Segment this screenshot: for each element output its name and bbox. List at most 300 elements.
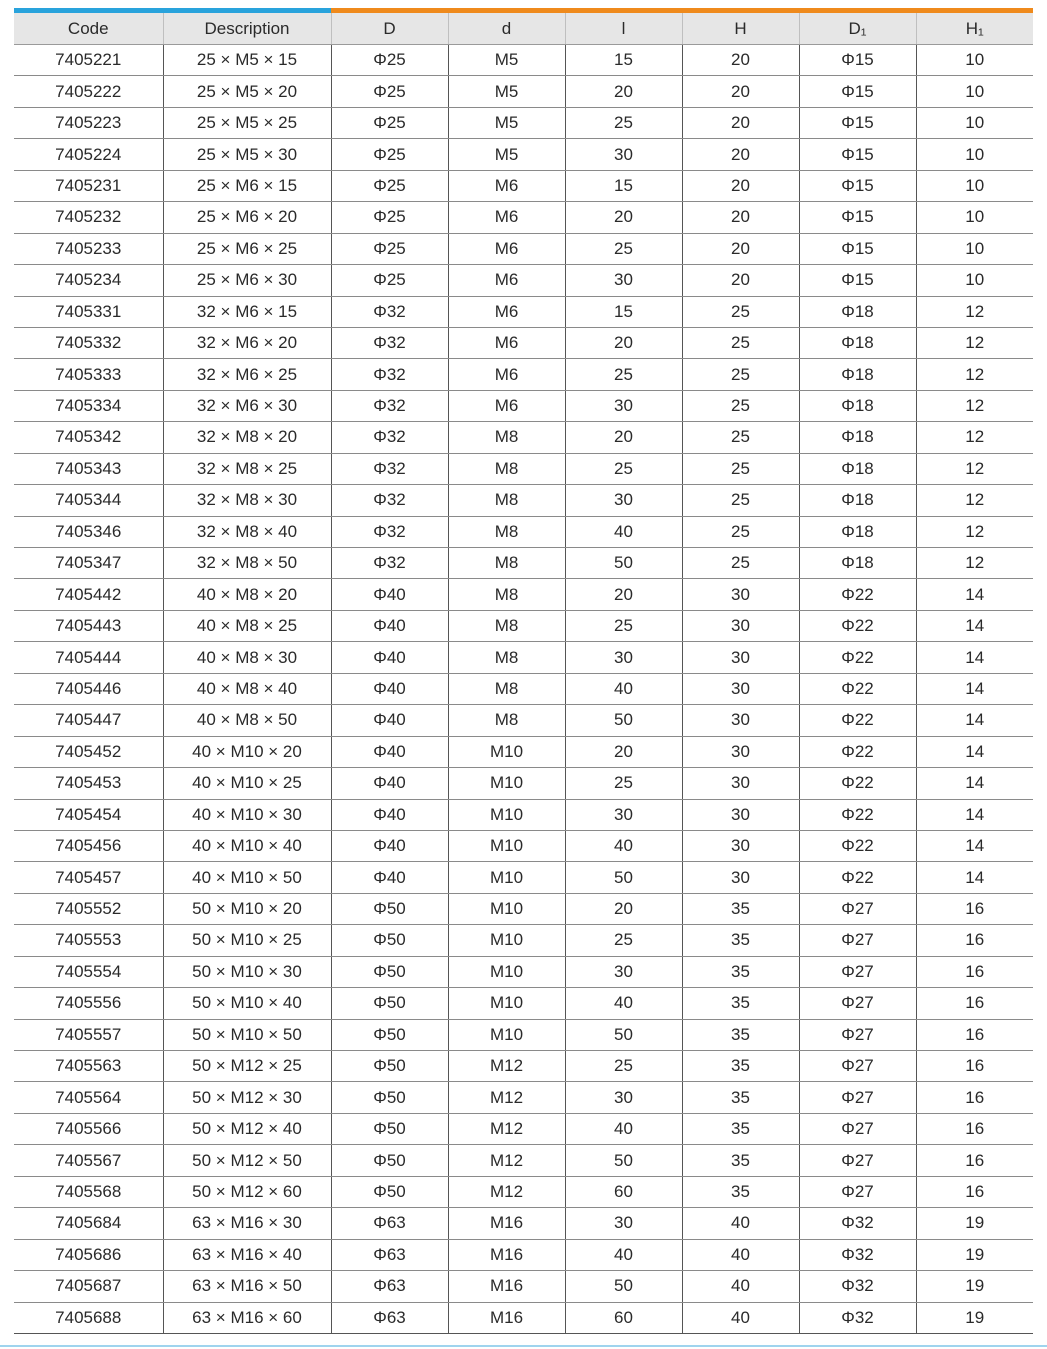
table-cell: 40 × M10 × 20	[163, 736, 331, 767]
table-cell: 20	[682, 265, 799, 296]
table-cell: 7405563	[14, 1051, 163, 1082]
column-header: Code	[14, 13, 163, 45]
table-cell: Φ25	[331, 76, 448, 107]
table-cell: M10	[448, 956, 565, 987]
table-cell: 16	[916, 956, 1033, 987]
table-cell: Φ15	[799, 202, 916, 233]
table-cell: Φ15	[799, 107, 916, 138]
table-cell: 50 × M10 × 20	[163, 893, 331, 924]
table-cell: 15	[565, 170, 682, 201]
table-cell: Φ15	[799, 45, 916, 76]
table-cell: 7405331	[14, 296, 163, 327]
table-cell: 14	[916, 610, 1033, 641]
table-cell: Φ32	[799, 1271, 916, 1302]
table-cell: 7405456	[14, 830, 163, 861]
table-row	[14, 830, 1033, 861]
table-cell: 20	[565, 736, 682, 767]
table-cell: 25	[565, 359, 682, 390]
table-row	[14, 359, 1033, 390]
table-cell: 35	[682, 1113, 799, 1144]
table-cell: 50	[565, 1145, 682, 1176]
table-cell: 32 × M8 × 30	[163, 485, 331, 516]
column-header: D	[331, 13, 448, 45]
table-cell: 7405343	[14, 453, 163, 484]
table-cell: 32 × M6 × 25	[163, 359, 331, 390]
table-cell: 30	[565, 390, 682, 421]
table-cell: 25	[565, 610, 682, 641]
table-cell: 35	[682, 1082, 799, 1113]
table-cell: 20	[565, 76, 682, 107]
table-cell: 7405453	[14, 768, 163, 799]
table-cell: 7405553	[14, 925, 163, 956]
table-cell: 35	[682, 1019, 799, 1050]
table-cell: 25 × M5 × 25	[163, 107, 331, 138]
table-cell: 50	[565, 1019, 682, 1050]
table-cell: 40 × M8 × 40	[163, 673, 331, 704]
table-cell: 50 × M12 × 30	[163, 1082, 331, 1113]
table-cell: 20	[682, 202, 799, 233]
table-cell: 20	[682, 45, 799, 76]
table-row	[14, 422, 1033, 453]
table-cell: Φ50	[331, 1019, 448, 1050]
table-cell: 50	[565, 548, 682, 579]
table-cell: 50 × M10 × 30	[163, 956, 331, 987]
table-cell: Φ27	[799, 1176, 916, 1207]
table-cell: M5	[448, 107, 565, 138]
table-cell: 16	[916, 988, 1033, 1019]
table-cell: Φ25	[331, 107, 448, 138]
table-cell: 7405688	[14, 1302, 163, 1333]
table-cell: 25	[682, 422, 799, 453]
table-cell: Φ40	[331, 862, 448, 893]
table-row	[14, 233, 1033, 264]
table-cell: M16	[448, 1271, 565, 1302]
table-cell: 7405568	[14, 1176, 163, 1207]
column-header: d	[448, 13, 565, 45]
table-row	[14, 1302, 1033, 1333]
table-cell: Φ15	[799, 265, 916, 296]
table-cell: M8	[448, 453, 565, 484]
table-cell: Φ25	[331, 233, 448, 264]
table-row	[14, 736, 1033, 767]
table-cell: Φ22	[799, 830, 916, 861]
table-cell: 14	[916, 705, 1033, 736]
table-cell: 25	[682, 296, 799, 327]
table-row	[14, 296, 1033, 327]
table-cell: Φ32	[331, 390, 448, 421]
table-cell: 7405557	[14, 1019, 163, 1050]
table-cell: Φ18	[799, 296, 916, 327]
table-cell: 14	[916, 830, 1033, 861]
table-row	[14, 1208, 1033, 1239]
table-cell: 40	[565, 673, 682, 704]
table-cell: Φ32	[799, 1239, 916, 1270]
table-cell: Φ22	[799, 579, 916, 610]
table-row	[14, 516, 1033, 547]
table-cell: Φ32	[799, 1208, 916, 1239]
table-row	[14, 1271, 1033, 1302]
table-cell: 32 × M6 × 20	[163, 327, 331, 358]
table-cell: 35	[682, 893, 799, 924]
table-row	[14, 202, 1033, 233]
table-row	[14, 76, 1033, 107]
table-cell: Φ18	[799, 485, 916, 516]
table-cell: 25 × M6 × 25	[163, 233, 331, 264]
table-cell: 16	[916, 1051, 1033, 1082]
table-cell: 7405347	[14, 548, 163, 579]
table-row	[14, 673, 1033, 704]
table-cell: 30	[682, 736, 799, 767]
table-cell: Φ27	[799, 1019, 916, 1050]
table-cell: 35	[682, 925, 799, 956]
table-row	[14, 862, 1033, 893]
table-cell: 25	[565, 768, 682, 799]
table-cell: 30	[565, 1082, 682, 1113]
table-cell: Φ25	[331, 45, 448, 76]
table-cell: 7405564	[14, 1082, 163, 1113]
table-cell: 7405686	[14, 1239, 163, 1270]
table-row	[14, 485, 1033, 516]
table-cell: M12	[448, 1145, 565, 1176]
table-cell: Φ32	[331, 327, 448, 358]
table-cell: 35	[682, 1176, 799, 1207]
table-cell: 7405222	[14, 76, 163, 107]
table-cell: 7405687	[14, 1271, 163, 1302]
table-cell: Φ22	[799, 862, 916, 893]
table-cell: 40	[565, 988, 682, 1019]
column-header: D₁	[799, 13, 916, 45]
table-cell: 25	[682, 548, 799, 579]
table-cell: 30	[565, 265, 682, 296]
column-header: l	[565, 13, 682, 45]
table-cell: 30	[682, 642, 799, 673]
table-cell: 12	[916, 548, 1033, 579]
table-cell: 14	[916, 579, 1033, 610]
table-cell: Φ63	[331, 1208, 448, 1239]
table-cell: 50 × M10 × 40	[163, 988, 331, 1019]
table-cell: Φ50	[331, 956, 448, 987]
table-row	[14, 610, 1033, 641]
table-cell: 10	[916, 265, 1033, 296]
table-cell: 16	[916, 893, 1033, 924]
table-cell: M10	[448, 988, 565, 1019]
table-cell: 7405444	[14, 642, 163, 673]
table-cell: 25	[682, 485, 799, 516]
table-cell: Φ27	[799, 1145, 916, 1176]
table-cell: 10	[916, 76, 1033, 107]
table-cell: Φ22	[799, 799, 916, 830]
table-cell: Φ15	[799, 233, 916, 264]
table-cell: Φ40	[331, 642, 448, 673]
table-row	[14, 548, 1033, 579]
table-cell: Φ15	[799, 139, 916, 170]
table-cell: 50	[565, 1271, 682, 1302]
table-cell: M12	[448, 1082, 565, 1113]
table-cell: 7405344	[14, 485, 163, 516]
table-cell: 25	[565, 107, 682, 138]
table-cell: M6	[448, 233, 565, 264]
table-cell: 50 × M12 × 25	[163, 1051, 331, 1082]
table-cell: 20	[565, 327, 682, 358]
table-cell: 7405442	[14, 579, 163, 610]
table-cell: 20	[682, 233, 799, 264]
table-cell: 30	[682, 705, 799, 736]
table-cell: 40	[682, 1302, 799, 1333]
table-cell: 40 × M8 × 30	[163, 642, 331, 673]
table-row	[14, 1239, 1033, 1270]
table-cell: 12	[916, 422, 1033, 453]
table-row	[14, 390, 1033, 421]
table-cell: Φ18	[799, 327, 916, 358]
table-cell: M12	[448, 1176, 565, 1207]
table-cell: 14	[916, 736, 1033, 767]
table-cell: 60	[565, 1302, 682, 1333]
table-cell: 10	[916, 170, 1033, 201]
table-cell: 19	[916, 1239, 1033, 1270]
table-row	[14, 265, 1033, 296]
table-cell: M8	[448, 642, 565, 673]
table-cell: M6	[448, 359, 565, 390]
table-row	[14, 988, 1033, 1019]
table-cell: Φ32	[331, 516, 448, 547]
table-cell: Φ27	[799, 1051, 916, 1082]
table-row	[14, 170, 1033, 201]
table-cell: Φ32	[331, 485, 448, 516]
table-cell: M8	[448, 610, 565, 641]
table-cell: Φ32	[331, 453, 448, 484]
table-cell: 35	[682, 956, 799, 987]
table-cell: 14	[916, 768, 1033, 799]
table-cell: Φ15	[799, 170, 916, 201]
table-cell: M10	[448, 893, 565, 924]
table-cell: 32 × M8 × 40	[163, 516, 331, 547]
table-cell: M8	[448, 579, 565, 610]
table-cell: 7405447	[14, 705, 163, 736]
table-cell: 30	[682, 799, 799, 830]
table-cell: 10	[916, 107, 1033, 138]
table-row	[14, 799, 1033, 830]
table-cell: 40 × M10 × 25	[163, 768, 331, 799]
table-cell: 7405552	[14, 893, 163, 924]
table-cell: 7405224	[14, 139, 163, 170]
table-cell: 50 × M10 × 50	[163, 1019, 331, 1050]
table-cell: 14	[916, 642, 1033, 673]
table-body	[14, 45, 1033, 1334]
table-cell: Φ50	[331, 893, 448, 924]
table-cell: 35	[682, 988, 799, 1019]
table-cell: 12	[916, 390, 1033, 421]
table-cell: 25 × M6 × 15	[163, 170, 331, 201]
table-cell: 25	[682, 516, 799, 547]
spec-table	[14, 13, 1033, 1334]
table-row	[14, 642, 1033, 673]
table-cell: 40	[565, 830, 682, 861]
table-cell: 25	[682, 453, 799, 484]
table-cell: 63 × M16 × 50	[163, 1271, 331, 1302]
table-cell: Φ50	[331, 1113, 448, 1144]
table-cell: 30	[682, 768, 799, 799]
table-cell: 15	[565, 45, 682, 76]
column-header: H₁	[916, 13, 1033, 45]
table-cell: Φ40	[331, 736, 448, 767]
table-cell: Φ50	[331, 1082, 448, 1113]
table-cell: M16	[448, 1302, 565, 1333]
table-cell: 16	[916, 1176, 1033, 1207]
table-cell: Φ18	[799, 548, 916, 579]
table-cell: 30	[565, 485, 682, 516]
table-cell: 10	[916, 45, 1033, 76]
table-cell: 40	[682, 1271, 799, 1302]
table-cell: 7405446	[14, 673, 163, 704]
table-row	[14, 453, 1033, 484]
table-row	[14, 1051, 1033, 1082]
table-row	[14, 893, 1033, 924]
table-cell: Φ22	[799, 705, 916, 736]
table-cell: M5	[448, 45, 565, 76]
table-cell: 40 × M8 × 50	[163, 705, 331, 736]
table-cell: 25 × M6 × 30	[163, 265, 331, 296]
table-cell: 20	[682, 76, 799, 107]
table-cell: 12	[916, 327, 1033, 358]
table-cell: Φ63	[331, 1271, 448, 1302]
table-cell: 12	[916, 485, 1033, 516]
table-cell: 25 × M5 × 30	[163, 139, 331, 170]
table-cell: Φ22	[799, 642, 916, 673]
table-cell: M6	[448, 170, 565, 201]
table-cell: Φ40	[331, 673, 448, 704]
table-cell: 30	[682, 579, 799, 610]
table-cell: Φ27	[799, 1113, 916, 1144]
table-cell: Φ18	[799, 422, 916, 453]
table-cell: 50 × M10 × 25	[163, 925, 331, 956]
table-cell: Φ40	[331, 799, 448, 830]
table-cell: 32 × M6 × 30	[163, 390, 331, 421]
table-cell: M12	[448, 1113, 565, 1144]
table-cell: Φ18	[799, 516, 916, 547]
table-cell: 7405334	[14, 390, 163, 421]
table-cell: Φ25	[331, 202, 448, 233]
table-cell: Φ40	[331, 610, 448, 641]
table-cell: 63 × M16 × 40	[163, 1239, 331, 1270]
table-cell: 14	[916, 673, 1033, 704]
table-cell: 25	[565, 233, 682, 264]
table-cell: 40 × M10 × 40	[163, 830, 331, 861]
table-cell: 7405333	[14, 359, 163, 390]
table-cell: M6	[448, 265, 565, 296]
table-cell: 30	[682, 830, 799, 861]
table-cell: 63 × M16 × 60	[163, 1302, 331, 1333]
table-cell: M8	[448, 485, 565, 516]
table-cell: 25 × M5 × 20	[163, 76, 331, 107]
table-cell: 50	[565, 862, 682, 893]
table-cell: Φ50	[331, 1145, 448, 1176]
table-row	[14, 768, 1033, 799]
table-cell: 7405234	[14, 265, 163, 296]
table-cell: Φ63	[331, 1302, 448, 1333]
table-row	[14, 327, 1033, 358]
table-cell: 40 × M10 × 30	[163, 799, 331, 830]
table-cell: 20	[682, 107, 799, 138]
table-cell: 7405223	[14, 107, 163, 138]
table-cell: 50 × M12 × 50	[163, 1145, 331, 1176]
table-cell: Φ40	[331, 579, 448, 610]
table-cell: 30	[565, 642, 682, 673]
table-cell: M16	[448, 1239, 565, 1270]
table-row	[14, 139, 1033, 170]
table-cell: 12	[916, 516, 1033, 547]
table-cell: 25	[565, 1051, 682, 1082]
table-cell: Φ40	[331, 705, 448, 736]
bottom-rule	[0, 1345, 1047, 1347]
table-cell: 25 × M5 × 15	[163, 45, 331, 76]
table-cell: M6	[448, 327, 565, 358]
table-cell: Φ50	[331, 925, 448, 956]
table-cell: 30	[682, 673, 799, 704]
table-row	[14, 1113, 1033, 1144]
table-cell: 7405231	[14, 170, 163, 201]
table-row	[14, 956, 1033, 987]
table-cell: Φ22	[799, 736, 916, 767]
table-cell: Φ32	[331, 296, 448, 327]
table-cell: 16	[916, 1082, 1033, 1113]
column-header: H	[682, 13, 799, 45]
table-cell: 7405342	[14, 422, 163, 453]
table-cell: Φ50	[331, 1176, 448, 1207]
table-cell: 40 × M10 × 50	[163, 862, 331, 893]
table-cell: 30	[565, 1208, 682, 1239]
table-cell: Φ32	[331, 359, 448, 390]
table-cell: 15	[565, 296, 682, 327]
table-cell: 25	[682, 327, 799, 358]
table-cell: M8	[448, 705, 565, 736]
table-cell: 40 × M8 × 20	[163, 579, 331, 610]
table-cell: M8	[448, 422, 565, 453]
table-cell: 20	[565, 893, 682, 924]
table-cell: 25	[682, 390, 799, 421]
table-row	[14, 1176, 1033, 1207]
table-cell: 30	[565, 139, 682, 170]
table-cell: 50 × M12 × 60	[163, 1176, 331, 1207]
table-cell: 20	[565, 422, 682, 453]
table-cell: 19	[916, 1208, 1033, 1239]
table-cell: M8	[448, 548, 565, 579]
table-cell: Φ50	[331, 1051, 448, 1082]
table-cell: 10	[916, 233, 1033, 264]
table-header	[14, 13, 1033, 45]
table-row	[14, 45, 1033, 76]
table-cell: 10	[916, 202, 1033, 233]
table-cell: Φ25	[331, 170, 448, 201]
table-cell: 16	[916, 1019, 1033, 1050]
table-cell: 40	[565, 1239, 682, 1270]
table-cell: Φ40	[331, 768, 448, 799]
table-cell: M5	[448, 76, 565, 107]
table-cell: 32 × M8 × 50	[163, 548, 331, 579]
table-row	[14, 1082, 1033, 1113]
table-cell: 30	[682, 862, 799, 893]
table-cell: 50	[565, 705, 682, 736]
table-cell: M10	[448, 799, 565, 830]
table-cell: 30	[565, 956, 682, 987]
table-cell: 20	[565, 202, 682, 233]
table-cell: 7405452	[14, 736, 163, 767]
table-cell: 7405554	[14, 956, 163, 987]
table-cell: Φ63	[331, 1239, 448, 1270]
table-cell: 25	[682, 359, 799, 390]
table-cell: Φ22	[799, 610, 916, 641]
table-cell: 14	[916, 799, 1033, 830]
table-cell: 7405556	[14, 988, 163, 1019]
